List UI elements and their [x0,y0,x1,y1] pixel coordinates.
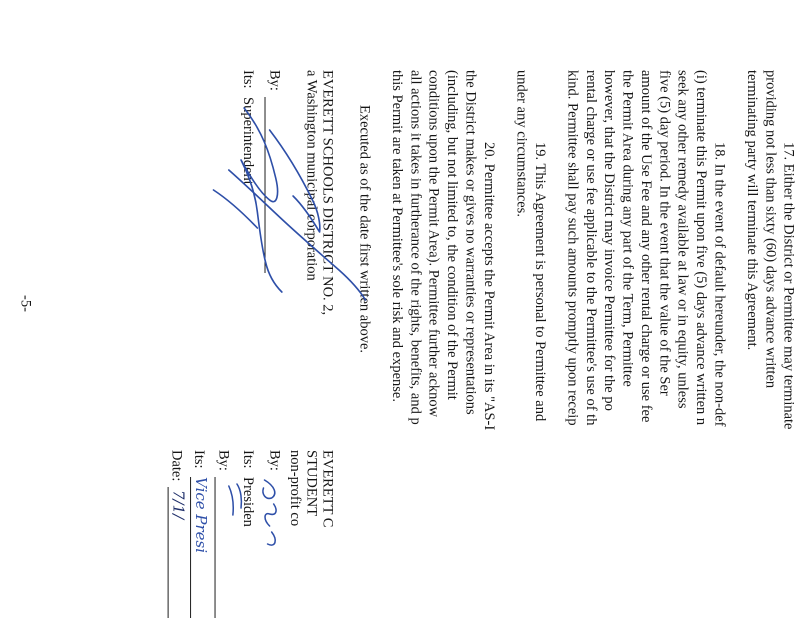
p20-line-4: conditions upon the Permit Area). Permittee further acknow [425,70,442,418]
left-by-label: By: [266,70,283,91]
student-org-line2: STUDENT [303,450,320,517]
p18-line-6: the Permit Area during any part of the Term, Permittee [619,70,636,387]
district-name: EVERETT SCHOOLS DISTRICT NO. 2, [319,70,336,316]
p20-line-2: the District makes or gives no warranties or representations [462,70,479,415]
district-description: a Washington municipal corporation [303,70,320,281]
student-org-name: EVERETT C [319,450,336,528]
p18-line-9: kind. Permittee shall pay such amounts promptly upon receip [564,70,581,426]
p20-line-5: all actions it takes in furtherance of the rights, benefits, and p [407,70,424,425]
p19-line-2: under any circumstances. [513,70,530,217]
p18-line-8: rental charge or use fee applicable to the Permittee's use of th [582,70,600,426]
right-its1-label: Its: [240,450,257,469]
p17-line-3: terminating party will terminate this Agreement. [743,70,761,351]
p17-line-1: 17. Either the District or Permittee may terminate [780,142,797,430]
right-date-handwritten: 7/1/ [169,490,188,520]
right-its2-handwritten: Vice Presi [192,477,211,554]
left-its-label: Its: [240,70,257,89]
p20-line-3: (including, but not limited to, the condition of the Permit [444,70,461,400]
p18-line-5: amount of the Use Fee and any other rental charge or use fee [637,70,655,423]
student-org-line3: non-profit co [286,450,304,527]
executed-line: Executed as of the date first written above. [356,105,373,354]
p20-line-6: this Permit are taken at Permittee's sole risk and expense. [388,70,406,402]
p18-line-7: however, that the District may invoice Permittee for the po [601,70,618,411]
p17-line-2: providing not less than sixty (60) days advance written [762,70,779,389]
p18-line-2: (i) terminate this Permit upon five (5) days advance written n [692,70,710,426]
right-its2-label: Its: [191,450,208,469]
p18-line-1: 18. In the event of default hereunder, the non-def [711,142,728,427]
p18-line-3: seek any other remedy available at law or in equity, unless [674,70,691,409]
right-date-label: Date: [168,450,185,482]
right-its1-value: Presiden [240,477,257,527]
page-number: -5- [17,295,34,312]
right-by1-label: By: [266,450,283,471]
p19-line-1: 19. This Agreement is personal to Permittee and [531,142,549,422]
right-by2-label: By: [215,450,232,471]
p18-line-4: five (5) day period. In the event that the value of the Ser [656,70,673,396]
p20-line-1: 20. Permittee accepts the Permit Area in its "AS-I [480,142,498,431]
left-its-value: Superintendent [240,97,257,185]
